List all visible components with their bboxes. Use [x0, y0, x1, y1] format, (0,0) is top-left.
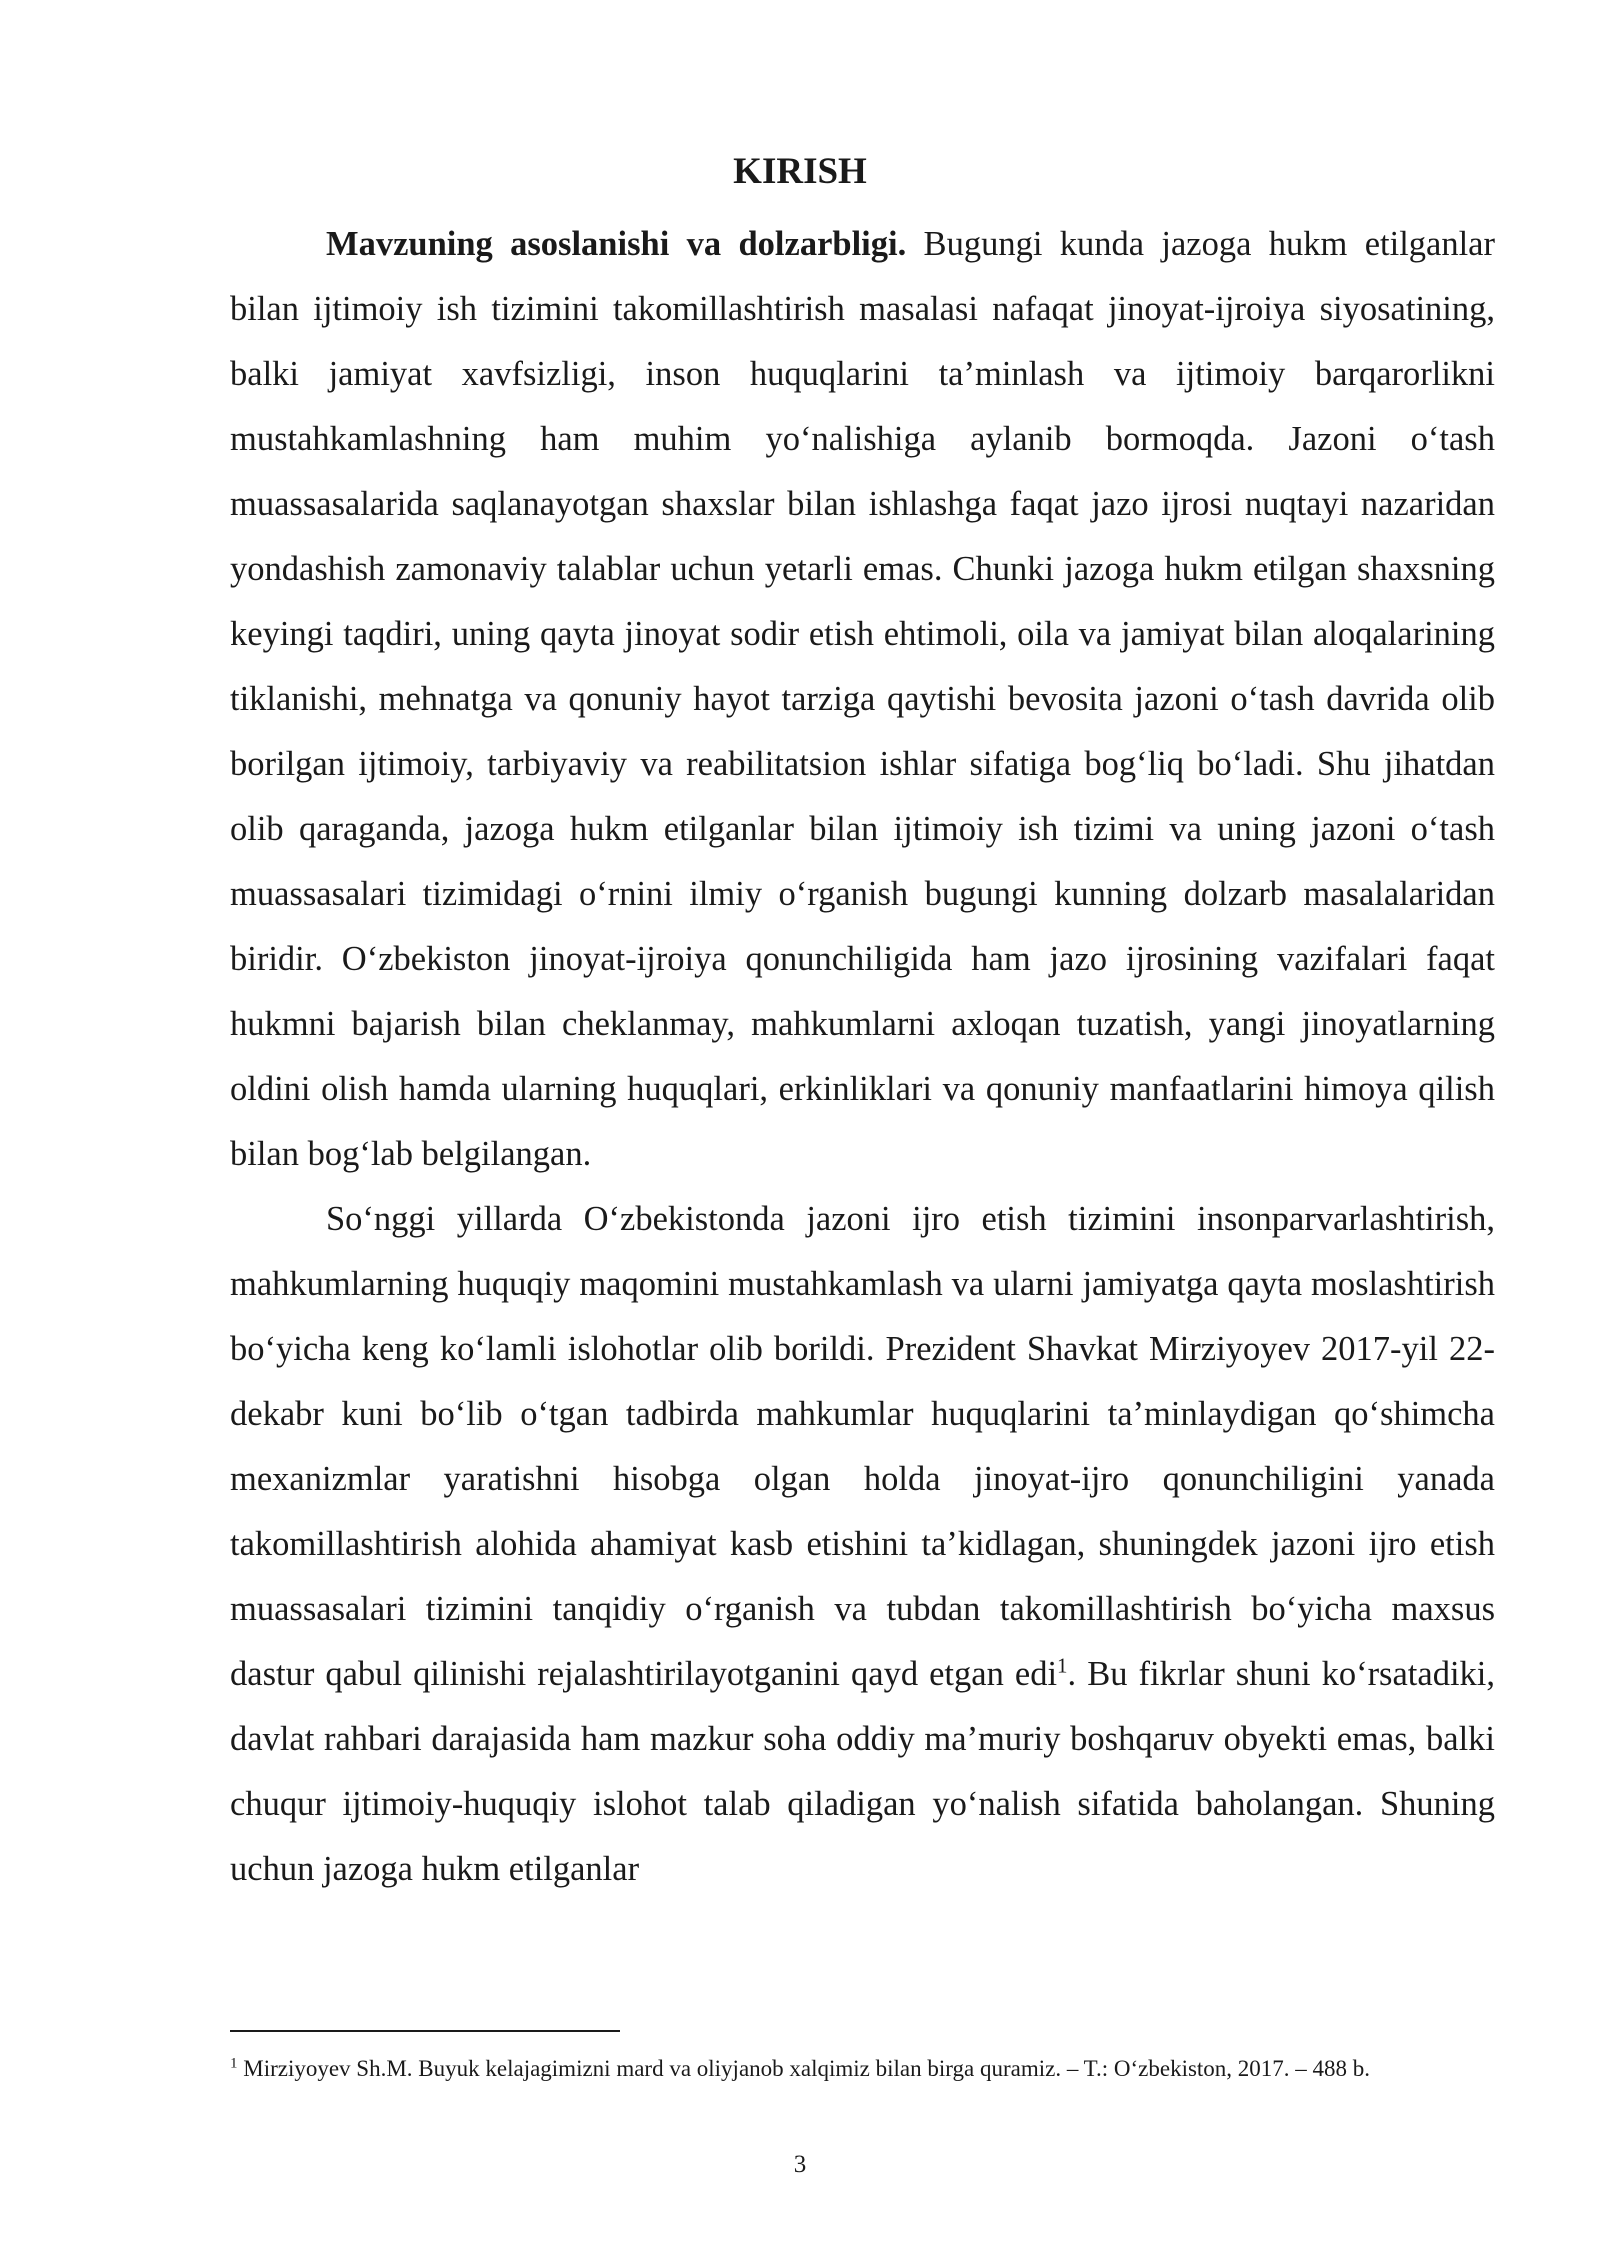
section-heading: KIRISH: [733, 151, 867, 192]
paragraph-2-text-before-ref: So‘nggi yillarda O‘zbekistonda jazoni ijro etish tizimini insonparvarlashtirish, mahkumlarning huquqiy maqomini mustahkamlash va ularni jamiyatga qayta moslashtirish bo‘yicha keng ko‘lamli islohotlar olib borildi. Prezident Shavkat Mirziyoyev 2017-yil 22-dekabr kuni bo‘lib o‘tgan tadbirda mahkumlar huquqlarini ta’minlaydigan qo‘shimcha mexanizmlar yaratishni hisobga olgan holda jinoyat-ijro qonunchiligini yanada takomillashtirish alohida ahamiyat kasb etishini ta’kidlagan, shuningdek jazoni ijro etish muassasalari tizimini tanqidiy o‘rganish va tubdan takomillashtirish bo‘yicha maxsus dastur qabul qilinishi rejalashtirilayotganini qayd etgan edi: [230, 1200, 1495, 1693]
footnote-separator: [230, 2030, 620, 2032]
footnote: [230, 2052, 1495, 2085]
paragraph-1-lead: Mavzuning asoslanishi va dolzarbligi.: [326, 225, 907, 263]
footnote-mark: 1: [230, 2055, 238, 2072]
page-number: 3: [793, 2151, 807, 2178]
footnote-text: Mirziyoyev Sh.M. Buyuk kelajagimizni mard va oliyjanob xalqimiz bilan birga quramiz. – T.: O‘zbekiston, 2017. – 488 b.: [237, 2056, 1371, 2081]
body-text: [230, 212, 1495, 1902]
paragraph-1-text: Bugungi kunda jazoga hukm etilganlar bilan ijtimoiy ish tizimini takomillashtirish masalasi nafaqat jinoyat-ijroiya siyosatining, balki jamiyat xavfsizligi, inson huquqlarini ta’minlash va ijtimoiy barqarorlikni mustahkamlashning ham muhim yo‘nalishiga aylanib bormoqda. Jazoni o‘tash muassasalarida saqlanayotgan shaxslar bilan ishlashga faqat jazo ijrosi nuqtayi nazaridan yondashish zamonaviy talablar uchun yetarli emas. Chunki jazoga hukm etilgan shaxsning keyingi taqdiri, uning qayta jinoyat sodir etish ehtimoli, oila va jamiyat bilan aloqalarining tiklanishi, mehnatga va qonuniy hayot tarziga qaytishi bevosita jazoni o‘tash davrida olib borilgan ijtimoiy, tarbiyaviy va reabilitatsion ishlar sifatiga bog‘liq bo‘ladi. Shu jihatdan olib qaraganda, jazoga hukm etilganlar bilan ijtimoiy ish tizimi va uning jazoni o‘tash muassasalari tizimidagi o‘rnini ilmiy o‘rganish bugungi kunning dolzarb masalalaridan biridir. O‘zbekiston jinoyat-ijroiya qonunchiligida ham jazo ijrosining vazifalari faqat hukmni bajarish bilan cheklanmay, mahkumlarni axloqan tuzatish, yangi jinoyatlarning oldini olish hamda ularning huquqlari, erkinliklari va qonuniy manfaatlarini himoya qilish bilan bog‘lab belgilangan.: [230, 225, 1495, 1173]
paragraph-1: [230, 212, 1495, 1187]
paragraph-2: [230, 1187, 1495, 1902]
footnote-reference-mark: 1: [1057, 1653, 1068, 1678]
paragraph-2-text-after-ref: . Bu fikrlar shuni ko‘rsatadiki, davlat rahbari darajasida ham mazkur soha oddiy ma’muriy boshqaruv obyekti emas, balki chuqur ijtimoiy-huquqiy islohot talab qiladigan yo‘nalish sifatida baholangan. Shuning uchun jazoga hukm etilganlar: [230, 1655, 1495, 1888]
